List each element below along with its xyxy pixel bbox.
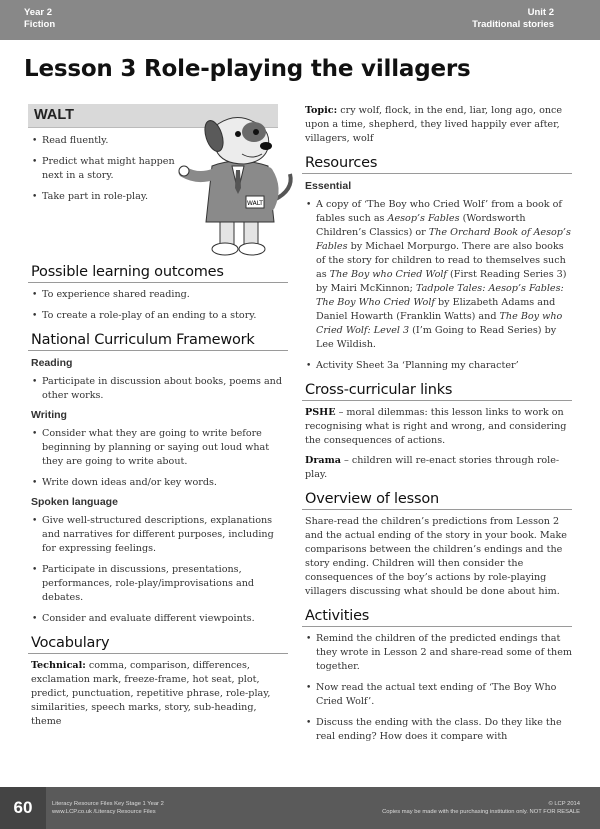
list-item: • To create a role-play of an ending to a story.: [28, 309, 288, 323]
pshe-description: – moral dilemmas: this lesson links to work on recognising what is right and wrong, and considering the consequences of actions.: [305, 407, 567, 446]
list-item: • Consider and evaluate different viewpoints.: [28, 612, 288, 626]
reading-list: [28, 375, 288, 403]
footer-copyright: © LCP 2014: [548, 801, 580, 807]
dog-eye: [235, 131, 241, 137]
topic-label: Topic:: [305, 105, 338, 116]
outcomes-list: [28, 288, 288, 323]
genre-label: Fiction: [24, 19, 56, 30]
vocabulary-words: comma, comparison, differences, exclamation mark, freeze-frame, hot seat, plot, predict, punctuation, repetitive phrase, role-play, similarities, speech marks, story, sub-heading, theme: [31, 660, 271, 727]
list-item: • Write down ideas and/or key words.: [28, 476, 288, 490]
spoken-list: [28, 514, 288, 626]
list-item: • Discuss the ending with the class. Do they like the real ending? How does it compare with: [302, 716, 572, 744]
resources-list: [302, 198, 572, 373]
ncf-section: [28, 332, 288, 626]
outcomes-section: [28, 264, 288, 323]
overview-text: Share-read the children’s predictions from Lesson 2 and the actual ending of the story in your book. Make comparisons between the children’s endings and the story ending. Children will then consider the consequences of the boy’s actions by role-playing villagers discussing what should be done about him.: [305, 516, 567, 597]
dog-leg-right: [244, 220, 258, 246]
dog-arm-right: [268, 172, 274, 206]
subheading-writing: Writing: [31, 409, 67, 421]
resource-text: (I’m Going to Read Series) by Lee Wildish.: [316, 325, 557, 350]
pshe-label: PSHE: [305, 407, 336, 418]
list-item: • Activity Sheet 3a ‘Planning my character’: [302, 359, 572, 373]
dog-foot-right: [239, 243, 265, 255]
list-item: • Predict what might happen next in a story.: [28, 155, 188, 183]
unit-title: Traditional stories: [472, 19, 554, 30]
drama-text: [302, 454, 572, 482]
list-item: • Give well-structured descriptions, explanations and narratives for different purposes, including for expressing feelings.: [28, 514, 288, 556]
year-label: Year 2: [24, 7, 52, 18]
drama-label: Drama: [305, 455, 341, 466]
crosscurricular-section: [302, 382, 572, 482]
vocabulary-section: [28, 635, 288, 729]
topic-words: cry wolf, flock, in the end, liar, long ago, once upon a time, shepherd, they lived happily ever after, villagers, wolf: [305, 105, 563, 144]
footer-series: Literacy Resource Files Key Stage 1 Year 2: [52, 801, 164, 807]
dog-leg-left: [220, 220, 234, 246]
unit-label: Unit 2: [527, 7, 554, 18]
header-band: [0, 0, 600, 40]
right-column: [302, 104, 572, 753]
list-item: • Remind the children of the predicted endings that they wrote in Lesson 2 and share-read some of them together.: [302, 632, 572, 674]
lesson-number: Lesson 3: [24, 56, 137, 82]
list-item: • Now read the actual text ending of ‘The Boy Who Cried Wolf’.: [302, 681, 572, 709]
resource-text: by Michael Morpurgo. There are also books of the story for children to read to themselves such as: [316, 241, 566, 280]
resources-section: [302, 155, 572, 373]
list-item: • To experience shared reading.: [28, 288, 288, 302]
book-title: The Boy who Cried Wolf: Level 3: [316, 311, 563, 336]
footer-website: www.LCP.co.uk /Literacy Resource Files: [52, 809, 156, 815]
walt-badge-text: WALT: [247, 200, 263, 207]
writing-list: [28, 427, 288, 490]
list-item: • Participate in discussions, presentations, performances, role-play/improvisations and debates.: [28, 563, 288, 605]
page-number: 60: [0, 787, 46, 829]
book-title: Aesop’s Fables: [387, 213, 460, 224]
left-column: [28, 104, 288, 738]
header-left: [24, 7, 55, 31]
activities-list: [302, 632, 572, 744]
section-heading: National Curriculum Framework: [28, 332, 288, 351]
header-right: [472, 7, 554, 31]
book-title: Tadpole Tales: Aesop’s Fables: The Boy Who Cried Wolf: [316, 283, 564, 308]
section-heading: Vocabulary: [28, 635, 288, 654]
topic-text: [302, 104, 572, 146]
subheading-essential: Essential: [305, 180, 352, 192]
resource-text: (Wordsworth Children’s Classics) or: [316, 213, 526, 238]
section-heading: Possible learning outcomes: [28, 264, 288, 283]
list-item: [302, 198, 572, 352]
dog-eye: [253, 129, 259, 135]
book-title: The Orchard Book of Aesop’s Fables: [316, 227, 571, 252]
list-item: • Read fluently.: [28, 134, 188, 148]
book-title: The Boy who Cried Wolf: [329, 269, 447, 280]
subheading-spoken: Spoken language: [31, 496, 118, 508]
resource-text: (First Reading Series 3) by Mairi McKinnon;: [316, 269, 567, 294]
footer-notice: Copies may be made with the purchasing institution only. NOT FOR RESALE: [382, 809, 580, 815]
dog-paw: [179, 166, 189, 176]
list-item: • Take part in role-play.: [28, 190, 188, 204]
section-heading: Cross-curricular links: [302, 382, 572, 401]
page-title: [24, 56, 471, 82]
footer-left: [52, 800, 164, 816]
list-item: • Participate in discussion about books, poems and other works.: [28, 375, 288, 403]
activities-section: [302, 608, 572, 744]
subheading-reading: Reading: [31, 357, 73, 369]
footer: [0, 787, 600, 829]
overview-section: [302, 491, 572, 599]
lesson-name: Role-playing the villagers: [144, 56, 471, 82]
resource-text: A copy of ‘The Boy who Cried Wolf’ from a book of fables such as: [316, 199, 562, 224]
resource-text: by Elizabeth Adams and Daniel Howarth (Franklin Watts) and: [316, 297, 556, 322]
drama-description: – children will re-enact stories through role-play.: [305, 455, 560, 480]
topic-section: [302, 104, 572, 146]
footer-right: [382, 800, 580, 816]
walt-section: [28, 104, 288, 264]
walt-heading: WALT: [28, 104, 278, 128]
section-heading: Resources: [302, 155, 572, 174]
section-heading: Overview of lesson: [302, 491, 572, 510]
dog-foot-left: [212, 243, 238, 255]
vocabulary-text: [28, 659, 288, 729]
pshe-text: [302, 406, 572, 448]
section-heading: Activities: [302, 608, 572, 627]
dog-teacher-illustration: [178, 108, 304, 258]
list-item: • Consider what they are going to write before beginning by planning or saying out loud what they are going to write about.: [28, 427, 288, 469]
dog-nose: [260, 142, 272, 150]
vocabulary-label: Technical:: [31, 660, 86, 671]
